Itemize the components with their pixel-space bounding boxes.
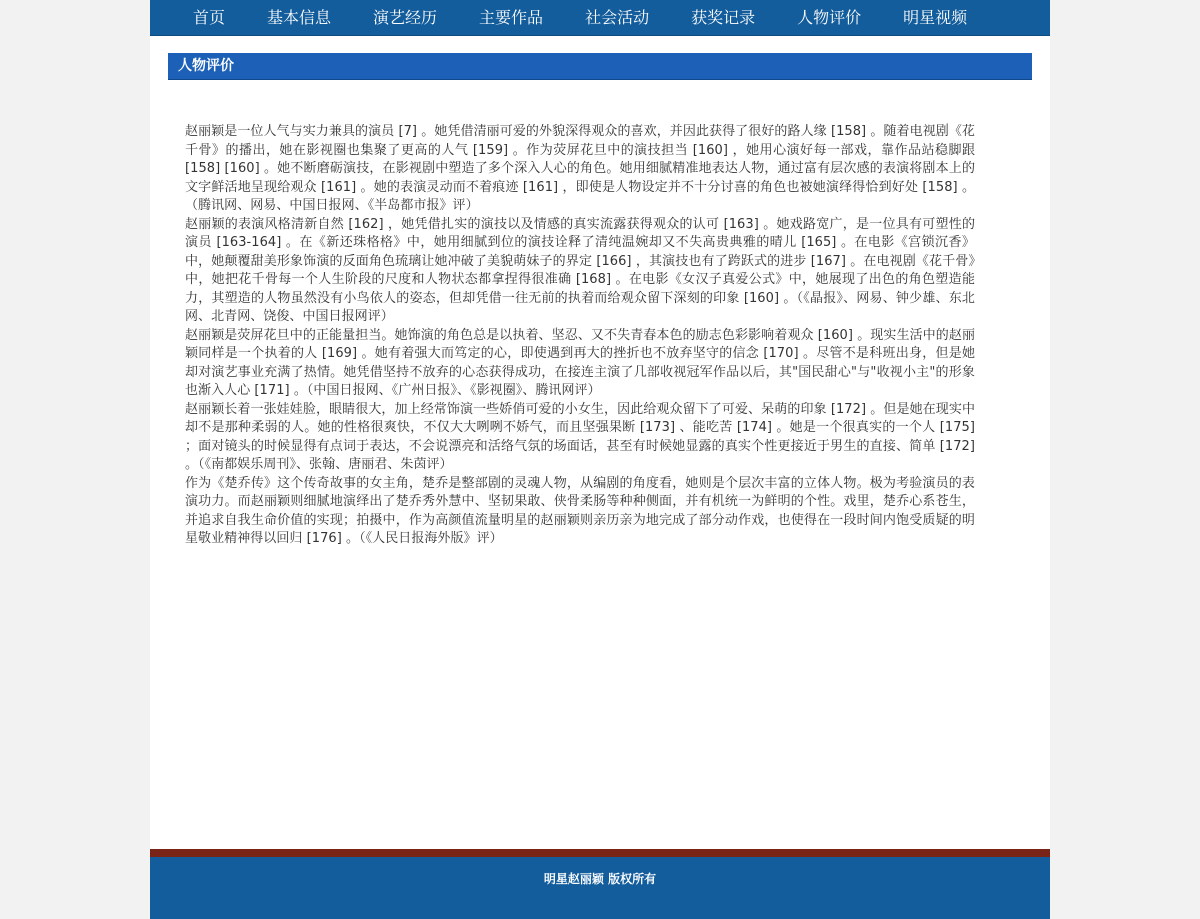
nav-item-evaluation[interactable]: 人物评价 (797, 8, 862, 27)
nav-item-social-activities[interactable]: 社会活动 (585, 8, 650, 27)
paragraph: 赵丽颖长着一张娃娃脸，眼睛很大，加上经常饰演一些娇俏可爱的小女生，因此给观众留下了可爱、呆萌的印象 [172] 。但是她在现实中却不是那种柔弱的人。她的性格很爽快，不仅大大咧咧不娇气，而且坚强果断 [173] 、能吃苦 [174] 。她是一个很真实的一个人 [175] ；面对镜头的时候显得有点词于表达，不会说漂亮和活络气氛的场面话，甚至有时候她显露的真实个性更接近于男生的直接、简单 [172] 。（《南都娱乐周刊》、张翰、唐丽君、朱茵评） (185, 401, 975, 472)
paragraph: 赵丽颖的表演风格清新自然 [162] ，她凭借扎实的演技以及情感的真实流露获得观众的认可 [163] 。她戏路宽广，是一位具有可塑性的演员 [163-164] 。在《新还珠格格》中，她用细腻到位的演技诠释了清纯温婉却又不失高贵典雅的晴儿 [165] 。在电影《宫锁沉香》中，她颠覆甜美形象饰演的反面角色琉璃让她冲破了美貌萌妹子的界定 [166] ，其演技也有了跨跃式的进步 [167] 。在电视剧《花千骨》中，她把花千骨每一个人生阶段的尺度和人物状态都拿捏得很准确 [168] 。在电影《女汉子真爱公式》中，她展现了出色的角色塑造能力，其塑造的人物虽然没有小鸟依人的姿态，但却凭借一往无前的执着而给观众留下深刻的印象 [160] 。（《晶报》、网易、钟少雄、东北网、北青网、饶俊、中国日报网评） (185, 216, 975, 324)
footer (150, 857, 1050, 919)
section-header (168, 53, 1032, 80)
nav-list (150, 0, 1050, 35)
section-title: 人物评价 (178, 58, 234, 74)
page-container (150, 0, 1050, 919)
paragraph: 赵丽颖是一位人气与实力兼具的演员 [7] 。她凭借清丽可爱的外貌深得观众的喜欢，并因此获得了很好的路人缘 [158] 。随着电视剧《花千骨》的播出，她在影视圈也集聚了更高的人气 [159] 。作为荧屏花旦中的演技担当 [160] ，她用心演好每一部戏，靠作品站稳脚跟 [158] [160] 。她不断磨砺演技，在影视剧中塑造了多个深入人心的角色。她用细腻精准地表达人物，通过富有层次感的表演将剧本上的文字鲜活地呈现给观众 [161] 。她的表演灵动而不着痕迹 [161] ，即使是人物设定并不十分讨喜的角色也被她演绎得恰到好处 [158] 。（腾讯网、网易、中国日报网、《半岛都市报》评） (185, 124, 975, 213)
nav-item-works[interactable]: 主要作品 (479, 8, 544, 27)
nav-item-awards[interactable]: 获奖记录 (691, 8, 756, 27)
nav-item-basic-info[interactable]: 基本信息 (267, 8, 332, 27)
footer-copyright: 明星赵丽颖 版权所有 (543, 872, 657, 886)
top-navigation (150, 0, 1050, 36)
article-body (185, 123, 975, 549)
nav-item-career[interactable]: 演艺经历 (373, 8, 438, 27)
paragraph: 作为《楚乔传》这个传奇故事的女主角，楚乔是整部剧的灵魂人物，从编剧的角度看，她则是个层次丰富的立体人物。极为考验演员的表演功力。而赵丽颖则细腻地演绎出了楚乔秀外慧中、坚韧果敢、侠骨柔肠等种种侧面，并有机统一为鲜明的个性。戏里，楚乔心系苍生，并追求自我生命价值的实现；拍摄中，作为高颜值流量明星的赵丽颖则亲历亲为地完成了部分动作戏，也使得在一段时间内饱受质疑的明星敬业精神得以回归 [176] 。（《人民日报海外版》评） (185, 475, 975, 546)
paragraph: 赵丽颖是荧屏花旦中的正能量担当。她饰演的角色总是以执着、坚忍、又不失青春本色的励志色彩影响着观众 [160] 。现实生活中的赵丽颖同样是一个执着的人 [169] 。她有着强大而笃定的心，即使遇到再大的挫折也不放弃坚守的信念 [170] 。尽管不是科班出身，但是她却对演艺事业充满了热情。她凭借坚持不放弃的心态获得成功，在接连主演了几部收视冠军作品以后，其"国民甜心"与"收视小主"的形象也渐入人心 [171] 。（中国日报网、《广州日报》、《影视圈》、腾讯网评） (185, 327, 975, 398)
footer-divider (150, 849, 1050, 857)
nav-item-videos[interactable]: 明星视频 (903, 8, 968, 27)
nav-item-home[interactable]: 首页 (193, 8, 226, 27)
